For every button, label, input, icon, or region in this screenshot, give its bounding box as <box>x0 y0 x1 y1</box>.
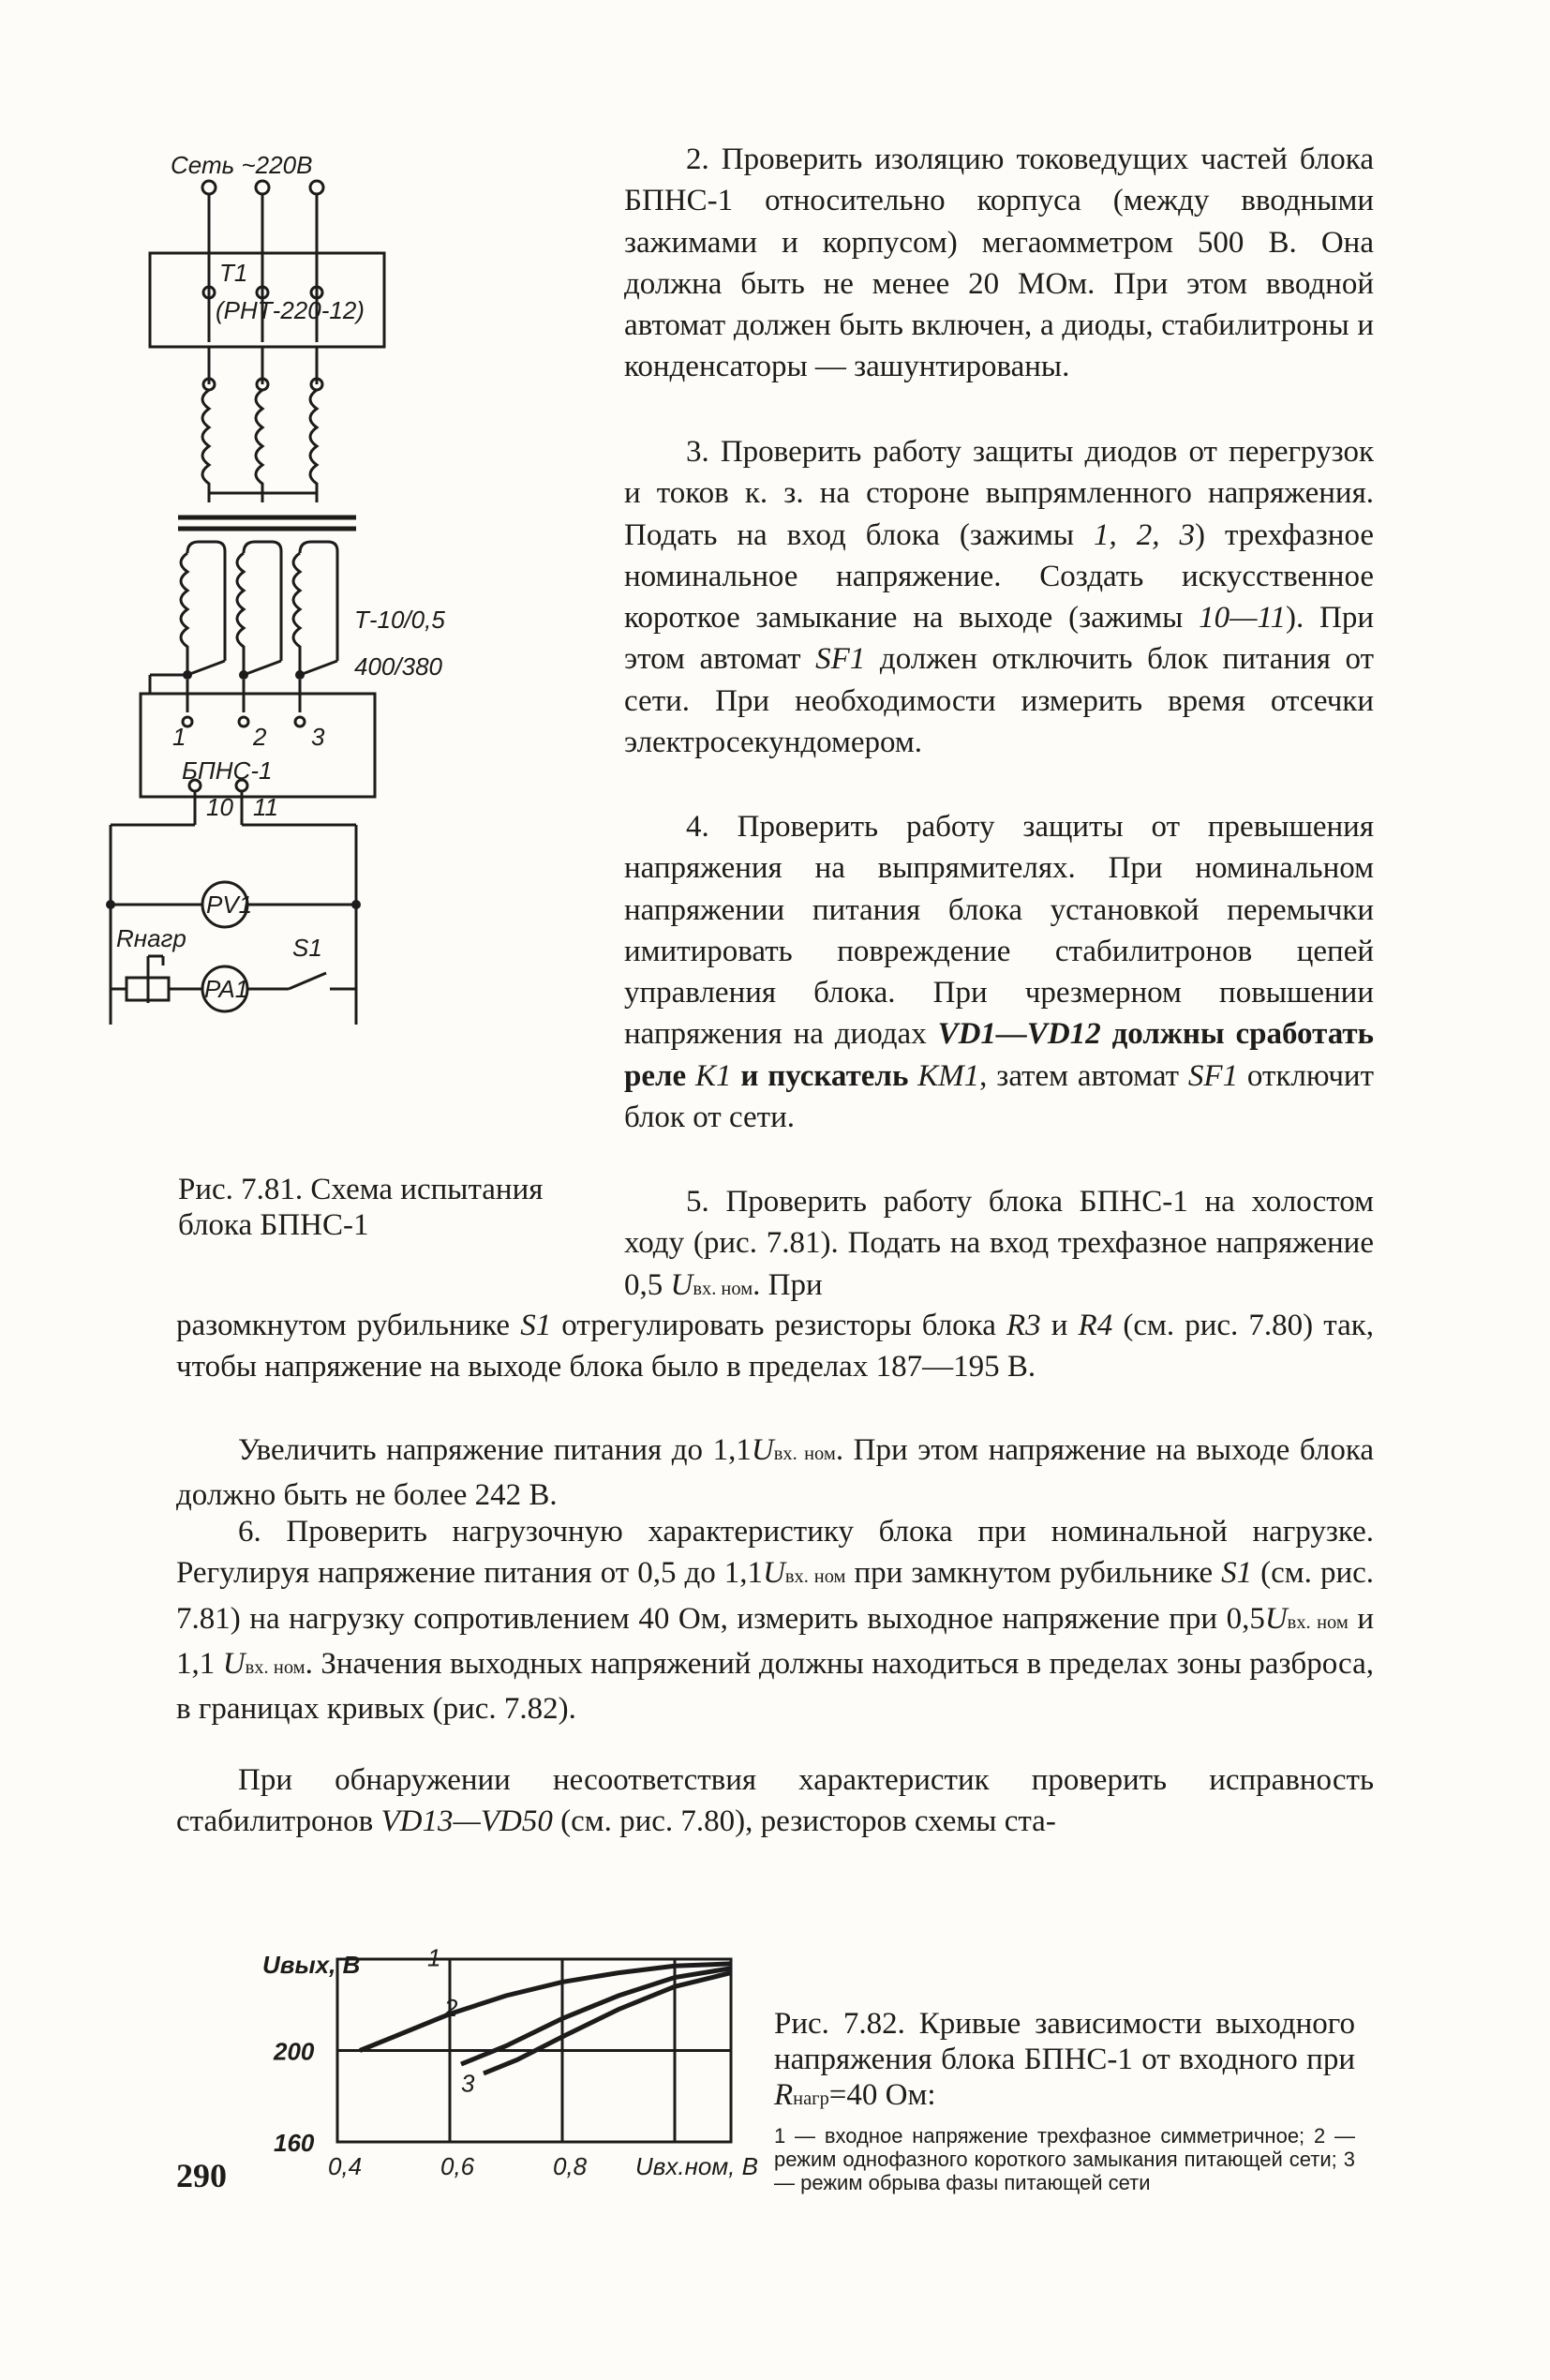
fig-7-82-caption-main: Рис. 7.82. Кривые зависимости выходного напряжения блока БПНС-1 от входного при Rнагр=40 Ом: <box>774 2007 1355 2112</box>
voltmeter-label: PV1 <box>206 891 253 919</box>
page-number: 290 <box>176 2157 227 2194</box>
t2-label-b: 400/380 <box>354 652 442 681</box>
terminal-1: 1 <box>172 723 186 751</box>
x-tick-label: 0,6 <box>440 2152 475 2180</box>
series-label-2: 2 <box>444 1993 458 2022</box>
series-line-3 <box>484 1973 731 2073</box>
block-label: БПНС-1 <box>182 756 273 785</box>
load-label: Rнагр <box>116 924 186 952</box>
paragraph-3: 3. Проверить работу защиты диодов от перегрузок и токов к. з. на стороне выпрямленного напряжения. Подать на вход блока (зажимы 1, 2, 3) трехфазное номинальное напряжение. Создать искусственное короткое замыкание на выходе (зажимы 10—11). При этом автомат SF1 должен отключить блок питания от сети. При необходимости измерить время отсечки электросекундомером. <box>624 435 1374 760</box>
x-tick-label: 0,8 <box>553 2152 588 2180</box>
paragraph-5-start: 5. Проверить работу блока БПНС-1 на холостом ходу (рис. 7.81). Подать на вход трехфазное напряжение 0,5 Uвх. ном. При <box>624 1185 1374 1302</box>
t1-label: T1 <box>219 259 248 287</box>
y-tick-label: 160 <box>274 2129 315 2157</box>
paragraph-5-cont: разомкнутом рубильнике S1 отрегулировать резисторы блока R3 и R4 (см. рис. 7.80) так, чтобы напряжение на выходе блока было в пределах 187—195 В. <box>176 1309 1374 1385</box>
switch-label: S1 <box>292 934 322 962</box>
schematic-fig-7-81 <box>116 141 600 1144</box>
paragraph-2: 2. Проверить изоляцию токоведущих частей блока БПНС-1 относительно корпуса (между вводными зажимами и корпусом) мегаомметром 500 В. Она должна быть не менее 20 МОм. При этом вводной автомат должен быть включен, а диоды, стабилитроны и конденсаторы — зашунтированы. <box>624 142 1374 384</box>
paragraph-5b: Увеличить напряжение питания до 1,1Uвх. ном. При этом напряжение на выходе блока должно быть не более 242 В. <box>176 1433 1375 1513</box>
fig-7-81-caption: Рис. 7.81. Схема испытания блока БПНС-1 <box>178 1173 544 1242</box>
fig-7-82-caption <box>774 2006 1355 2194</box>
y-tick-label: 200 <box>274 2037 315 2066</box>
series-label-3: 3 <box>461 2069 475 2098</box>
paragraph-4: 4. Проверить работу защиты от превышения напряжения на выпрямителях. При номинальном напряжении питания блока установкой перемычки имитировать повреждение стабилитронов цепей управления блока. При чрезмерном повышении напряжения на диодах VD1—VD12 должны сработать реле K1 и пускатель КМ1, затем автомат SF1 отключит блок от сети. <box>624 810 1375 1135</box>
terminal-11: 11 <box>253 793 278 821</box>
paragraph-7: При обнаружении несоответствия характеристик проверить исправность стабилитронов VD13—VD50 (см. рис. 7.80), резисторов схемы ста- <box>176 1763 1374 1839</box>
mains-label: Сеть ~220В <box>171 151 313 179</box>
fig-7-82-legend: 1 — входное напряжение трехфазное симметричное; 2 — режим однофазного короткого замыкания питающей сети; 3 — режим обрыва фазы питающей сети <box>774 2124 1355 2194</box>
t1-model: (РНТ-220-12) <box>216 296 365 324</box>
x-tick-label: 0,4 <box>328 2152 363 2180</box>
t2-label-a: Т-10/0,5 <box>354 606 445 634</box>
t2-label-b-wrap <box>354 647 467 684</box>
terminal-10: 10 <box>206 793 233 821</box>
terminal-3: 3 <box>311 723 325 751</box>
terminal-2: 2 <box>253 723 267 751</box>
x-axis-label: Uвх.ном, В <box>635 2152 758 2180</box>
series-label-1: 1 <box>427 1943 441 1972</box>
paragraph-6: 6. Проверить нагрузочную характеристику блока при номинальной нагрузке. Регулируя напряжение питания от 0,5 до 1,1Uвх. ном при замкнутом рубильнике S1 (см. рис. 7.81) на нагрузку сопротивлением 40 Ом, измерить выходное напряжение при 0,5Uвх. ном и 1,1 Uвх. ном. Значения выходных напряжений должны находиться в пределах зоны разброса, в границах кривых (рис. 7.82). <box>176 1515 1374 1727</box>
y-axis-label: Uвых, В <box>262 1951 361 1979</box>
ammeter-label: PA1 <box>204 975 249 1003</box>
